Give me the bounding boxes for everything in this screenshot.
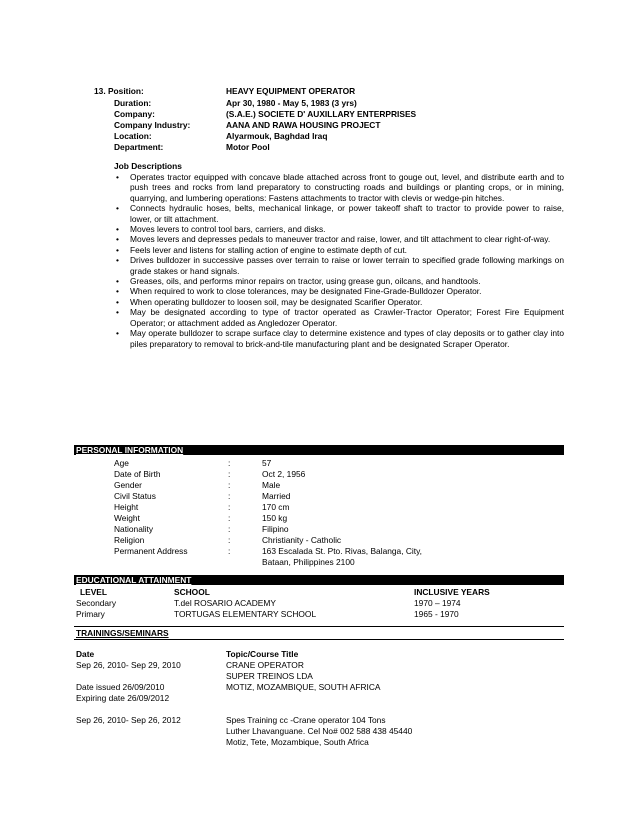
industry-value: AANA AND RAWA HOUSING PROJECT (226, 120, 381, 130)
field-label: Religion (114, 535, 145, 545)
training-location: MOTIZ, MOZAMBIQUE, SOUTH AFRICA (226, 682, 381, 692)
list-item (114, 328, 564, 349)
training-location: Motiz, Tete, Mozambique, South Africa (226, 737, 369, 747)
company-value: (S.A.E.) SOCIETE D' AUXILLARY ENTERPRISES (226, 109, 417, 119)
bullet-icon: • (116, 203, 119, 214)
duration-label: Duration: (114, 98, 152, 108)
training-contact: Luther Lhavanguane. Cel No# 002 588 438 45440 (226, 726, 413, 736)
field-value-continued: Bataan, Philippines 2100 (262, 557, 355, 567)
field-value: 163 Escalada St. Pto. Rivas, Balanga, City, (262, 546, 422, 556)
trainings-heading: TRAININGS/SEMINARS (74, 628, 564, 638)
field-label: Date of Birth (114, 469, 161, 479)
location-label: Location: (114, 131, 152, 141)
training-expiring-date: Expiring date 26/09/2012 (76, 693, 170, 703)
education-years: 1965 - 1970 (414, 609, 459, 619)
colon-separator: : (228, 469, 231, 479)
list-item (114, 307, 564, 328)
list-item-text: Drives bulldozer in successive passes over terrain to raise or lower terrain to specified grade following markings on grade stakes or hand signals. (130, 255, 564, 276)
list-item (114, 297, 564, 307)
field-value: 57 (262, 458, 272, 468)
column-header-topic: Topic/Course Title (226, 649, 299, 659)
education-level: Primary (76, 609, 105, 619)
field-value: Male (262, 480, 281, 490)
field-label: Height (114, 502, 139, 512)
list-item-text: Connects hydraulic hoses, belts, mechanical linkage, or power takeoff shaft to tractor to provide power to raise, lower, or tilt attachment. (130, 203, 564, 224)
column-header-date: Date (76, 649, 95, 659)
bullet-icon: • (116, 224, 119, 235)
list-item-text: May be designated according to type of tractor operated as Crawler-Tractor Operator; Forest Fire Equipment Operator; or attachment added as Angledozer Operator. (130, 307, 564, 328)
field-label: Weight (114, 513, 140, 523)
field-value: 150 kg (262, 513, 288, 523)
field-label: Nationality (114, 524, 154, 534)
position-value: HEAVY EQUIPMENT OPERATOR (226, 86, 356, 96)
column-header-years: INCLUSIVE YEARS (414, 587, 490, 597)
field-value: Filipino (262, 524, 289, 534)
duration-value: Apr 30, 1980 - May 5, 1983 (3 yrs) (226, 98, 357, 108)
department-value: Motor Pool (226, 142, 270, 152)
colon-separator: : (228, 513, 231, 523)
list-item (114, 234, 564, 244)
colon-separator: : (228, 524, 231, 534)
list-item-text: Greases, oils, and performs minor repairs on tractor, using grease gun, oilcans, and handtools. (130, 276, 481, 287)
field-value: Married (262, 491, 291, 501)
list-item (114, 255, 564, 276)
education-level: Secondary (76, 598, 117, 608)
education-school: TORTUGAS ELEMENTARY SCHOOL (174, 609, 317, 619)
colon-separator: : (228, 458, 231, 468)
field-label: Civil Status (114, 491, 156, 501)
bullet-icon: • (116, 307, 119, 318)
training-date: Sep 26, 2010- Sep 26, 2012 (76, 715, 181, 725)
training-date: Sep 26, 2010- Sep 29, 2010 (76, 660, 181, 670)
bullet-icon: • (116, 286, 119, 297)
personal-information-heading: PERSONAL INFORMATION (74, 445, 564, 455)
bullet-icon: • (116, 234, 119, 245)
column-header-level: LEVEL (80, 587, 107, 597)
job-descriptions-heading: Job Descriptions (114, 161, 182, 171)
field-label: Gender (114, 480, 142, 490)
list-item-text: Moves levers to control tool bars, carriers, and disks. (130, 224, 326, 235)
training-topic: Spes Training cc -Crane operator 104 Tons (226, 715, 386, 725)
list-item (114, 286, 564, 296)
company-label: Company: (114, 109, 155, 119)
training-issued-date: Date issued 26/09/2010 (76, 682, 165, 692)
bullet-icon: • (116, 328, 119, 339)
colon-separator: : (228, 491, 231, 501)
field-value: 170 cm (262, 502, 290, 512)
bullet-icon: • (116, 255, 119, 266)
list-item (114, 172, 564, 203)
list-item-text: Feels lever and listens for stalling action of engine to estimate depth of cut. (130, 244, 407, 255)
field-label: Age (114, 458, 129, 468)
educational-attainment-heading: EDUCATIONAL ATTAINMENT (74, 575, 564, 585)
list-item (114, 245, 564, 255)
field-label: Permanent Address (114, 546, 188, 556)
list-item-text: When operating bulldozer to loosen soil, may be designated Scarifier Operator. (130, 296, 423, 307)
location-value: Alyarmouk, Baghdad Iraq (226, 131, 328, 141)
column-header-school: SCHOOL (174, 587, 210, 597)
bullet-icon: • (116, 276, 119, 287)
colon-separator: : (228, 502, 231, 512)
colon-separator: : (228, 546, 231, 556)
department-label: Department: (114, 142, 164, 152)
bullet-icon: • (116, 172, 119, 182)
job-description-list (114, 172, 564, 349)
industry-label: Company Industry: (114, 120, 191, 130)
colon-separator: : (228, 480, 231, 490)
list-item-text: When required to work to close tolerances, may be designated Fine-Grade-Bulldozer Operator. (130, 286, 482, 297)
training-provider: SUPER TREINOS LDA (226, 671, 313, 681)
colon-separator: : (228, 535, 231, 545)
section-divider (74, 639, 564, 640)
list-item (114, 276, 564, 286)
bullet-icon: • (116, 296, 119, 307)
list-item-text: May operate bulldozer to scrape surface clay to determine existence and types of clay deposits or to gather clay into piles preparatory to removal to brick-and-tile manufacturing plant and be designated Scraper Operator. (130, 328, 564, 349)
list-item-text: Moves levers and depresses pedals to maneuver tractor and raise, lower, and tilt attachment to clear right-of-way. (130, 234, 551, 245)
field-value: Oct 2, 1956 (262, 469, 306, 479)
field-value: Christianity - Catholic (262, 535, 342, 545)
training-topic: CRANE OPERATOR (226, 660, 304, 670)
section-divider (74, 626, 564, 627)
list-item (114, 224, 564, 234)
list-item-text: Operates tractor equipped with concave blade attached across front to gouge out, level, and distribute earth and to push trees and rocks from land preparatory to constructing roads and buildings or planting crops, or in mining, quarrying, and lumbering operations: Fastens attachments to tractor with clevis or wedge-pin hitches. (130, 172, 564, 203)
position-label: 13. Position: (94, 86, 144, 96)
list-item (114, 203, 564, 224)
education-years: 1970 – 1974 (414, 598, 461, 608)
bullet-icon: • (116, 244, 119, 255)
education-school: T.del ROSARIO ACADEMY (174, 598, 276, 608)
